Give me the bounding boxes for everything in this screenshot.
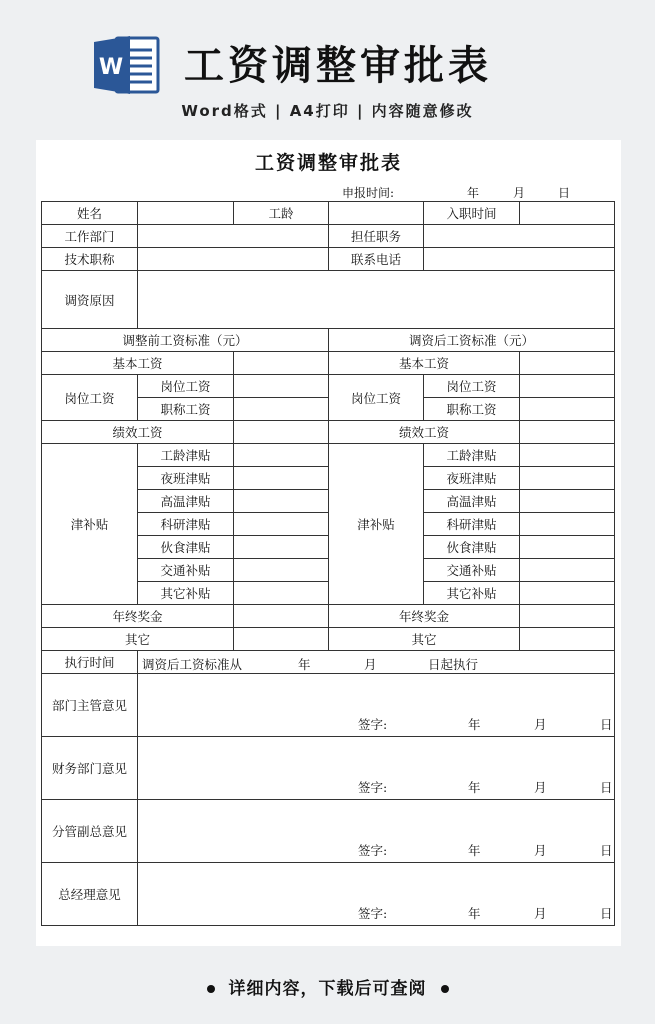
reason-field[interactable] [138, 271, 615, 329]
opinion-label: 总经理意见 [42, 863, 138, 926]
footer-text: 详细内容，下载后可查阅 [228, 979, 427, 999]
opinion-field[interactable] [138, 863, 615, 926]
sign-month: 月 [534, 843, 547, 858]
after-base-salary-label: 基本工资 [329, 352, 520, 375]
after-allowance-item: 科研津贴 [424, 513, 520, 536]
name-label: 姓名 [42, 202, 138, 225]
before-post-wage-field[interactable] [234, 375, 329, 398]
before-post-salary-label: 岗位工资 [42, 375, 138, 421]
before-allowance-field[interactable] [234, 559, 329, 582]
after-allowance-label: 津补贴 [329, 444, 424, 605]
opinion-label: 分管副总意见 [42, 800, 138, 863]
before-other-field[interactable] [234, 628, 329, 651]
after-performance-field[interactable] [520, 421, 615, 444]
after-allowance-field[interactable] [520, 490, 615, 513]
after-allowance-item: 交通补贴 [424, 559, 520, 582]
after-allowance-field[interactable] [520, 536, 615, 559]
before-allowance-field[interactable] [234, 513, 329, 536]
bullet-dot-icon [441, 985, 449, 993]
before-allowance-item: 伙食津贴 [138, 536, 234, 559]
report-date-line [36, 184, 621, 202]
sign-day: 日 [600, 843, 613, 858]
before-allowance-item: 其它补贴 [138, 582, 234, 605]
after-allowance-item: 伙食津贴 [424, 536, 520, 559]
seniority-field[interactable] [329, 202, 424, 225]
after-other-field[interactable] [520, 628, 615, 651]
before-allowance-label: 津补贴 [42, 444, 138, 605]
sign-day: 日 [600, 906, 613, 921]
after-title-wage-field[interactable] [520, 398, 615, 421]
before-year-bonus-label: 年终奖金 [42, 605, 234, 628]
after-post-wage-label: 岗位工资 [424, 375, 520, 398]
exec-month: 月 [364, 657, 377, 672]
page-title: 工资调整审批表 [184, 43, 492, 89]
before-allowance-item: 高温津贴 [138, 490, 234, 513]
after-allowance-field[interactable] [520, 444, 615, 467]
header-banner [0, 0, 655, 140]
sign-day: 日 [600, 717, 613, 732]
opinion-field[interactable] [138, 674, 615, 737]
after-allowance-item: 高温津贴 [424, 490, 520, 513]
name-field[interactable] [138, 202, 234, 225]
before-base-salary-label: 基本工资 [42, 352, 234, 375]
seniority-label: 工龄 [234, 202, 329, 225]
before-allowance-item: 工龄津贴 [138, 444, 234, 467]
after-header: 调资后工资标准（元） [329, 329, 615, 352]
before-year-bonus-field[interactable] [234, 605, 329, 628]
after-allowance-item: 其它补贴 [424, 582, 520, 605]
hire-date-label: 入职时间 [424, 202, 520, 225]
before-performance-field[interactable] [234, 421, 329, 444]
before-base-salary-field[interactable] [234, 352, 329, 375]
before-allowance-item: 交通补贴 [138, 559, 234, 582]
opinion-label: 部门主管意见 [42, 674, 138, 737]
before-allowance-field[interactable] [234, 582, 329, 605]
before-allowance-field[interactable] [234, 444, 329, 467]
after-year-bonus-field[interactable] [520, 605, 615, 628]
before-post-wage-label: 岗位工资 [138, 375, 234, 398]
hire-date-field[interactable] [520, 202, 615, 225]
phone-label: 联系电话 [329, 248, 424, 271]
date-day: 日 [558, 186, 571, 200]
sign-label: 签字: [358, 906, 388, 921]
tech-title-label: 技术职称 [42, 248, 138, 271]
sign-year: 年 [468, 717, 481, 732]
exec-year: 年 [298, 657, 311, 672]
before-allowance-field[interactable] [234, 467, 329, 490]
bullet-dot-icon [207, 985, 215, 993]
position-label: 担任职务 [329, 225, 424, 248]
tech-title-field[interactable] [138, 248, 329, 271]
sign-label: 签字: [358, 780, 388, 795]
before-title-wage-field[interactable] [234, 398, 329, 421]
before-title-wage-label: 职称工资 [138, 398, 234, 421]
sign-year: 年 [468, 780, 481, 795]
department-field[interactable] [138, 225, 329, 248]
before-allowance-field[interactable] [234, 536, 329, 559]
exec-time-label: 执行时间 [42, 651, 138, 674]
after-post-wage-field[interactable] [520, 375, 615, 398]
opinion-field[interactable] [138, 800, 615, 863]
after-post-salary-label: 岗位工资 [329, 375, 424, 421]
date-label: 申报时间: [342, 186, 395, 200]
after-allowance-field[interactable] [520, 513, 615, 536]
date-year: 年 [467, 186, 480, 200]
after-allowance-field[interactable] [520, 559, 615, 582]
sign-month: 月 [534, 717, 547, 732]
before-allowance-field[interactable] [234, 490, 329, 513]
sign-label: 签字: [358, 843, 388, 858]
before-other-label: 其它 [42, 628, 234, 651]
document-title: 工资调整审批表 [254, 152, 402, 174]
after-allowance-item: 工龄津贴 [424, 444, 520, 467]
sign-month: 月 [534, 906, 547, 921]
exec-time-field[interactable] [138, 651, 615, 674]
before-performance-label: 绩效工资 [42, 421, 234, 444]
reason-label: 调资原因 [42, 271, 138, 329]
before-header: 调整前工资标准（元） [42, 329, 329, 352]
phone-field[interactable] [424, 248, 615, 271]
after-year-bonus-label: 年终奖金 [329, 605, 520, 628]
footer-note [0, 974, 655, 999]
document-page [36, 140, 621, 946]
before-allowance-item: 科研津贴 [138, 513, 234, 536]
opinion-field[interactable] [138, 737, 615, 800]
sign-year: 年 [468, 906, 481, 921]
after-other-label: 其它 [329, 628, 520, 651]
page-subtitle: Word格式 | A4打印 | 内容随意修改 [181, 102, 474, 120]
exec-text: 调资后工资标准从 [142, 657, 243, 672]
svg-text:W: W [98, 55, 124, 80]
opinion-label: 财务部门意见 [42, 737, 138, 800]
date-month: 月 [513, 186, 526, 200]
exec-tail: 日起执行 [428, 657, 479, 672]
after-allowance-field[interactable] [520, 467, 615, 490]
position-field[interactable] [424, 225, 615, 248]
sign-month: 月 [534, 780, 547, 795]
after-performance-label: 绩效工资 [329, 421, 520, 444]
after-title-wage-label: 职称工资 [424, 398, 520, 421]
sign-year: 年 [468, 843, 481, 858]
sign-label: 签字: [358, 717, 388, 732]
sign-day: 日 [600, 780, 613, 795]
after-base-salary-field[interactable] [520, 352, 615, 375]
department-label: 工作部门 [42, 225, 138, 248]
salary-adjustment-table [41, 201, 615, 926]
after-allowance-item: 夜班津贴 [424, 467, 520, 490]
before-allowance-item: 夜班津贴 [138, 467, 234, 490]
after-allowance-field[interactable] [520, 582, 615, 605]
word-icon [94, 34, 160, 96]
